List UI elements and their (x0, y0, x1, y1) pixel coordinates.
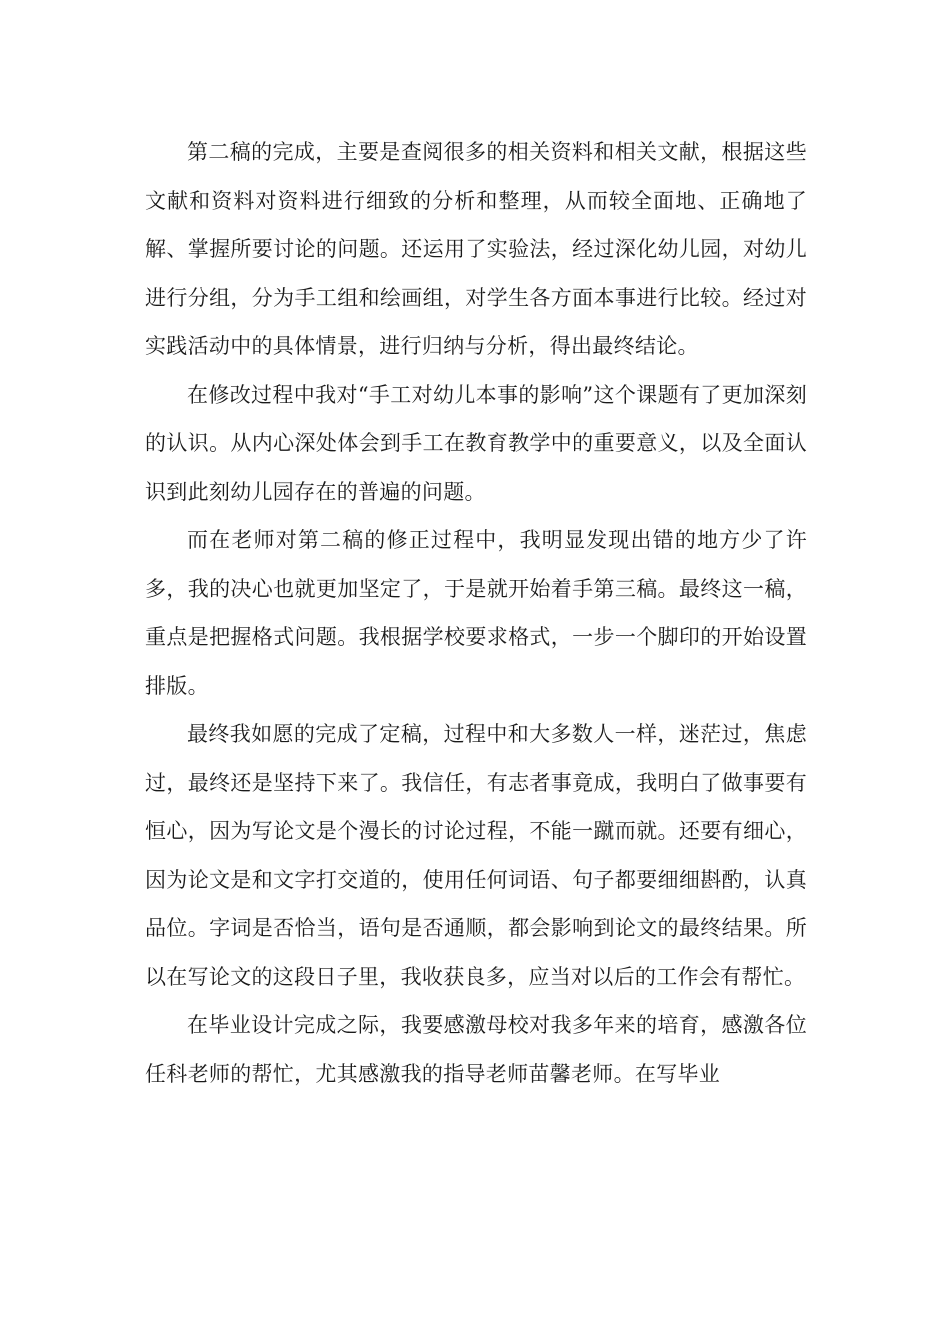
paragraph-acknowledgement: 在毕业设计完成之际，我要感激母校对我多年来的培育，感激各位任科老师的帮忙，尤其感激我的指导老师苗馨老师。在写毕业 (145, 1013, 807, 1086)
document-body (145, 128, 807, 1098)
paragraph-revision-insight: 在修改过程中我对“手工对幼儿本事的影响”这个课题有了更加深刻的认识。从内心深处体会到手工在教育教学中的重要意义，以及全面认识到此刻幼儿园存在的普遍的问题。 (145, 382, 807, 504)
paragraph-second-draft: 第二稿的完成，主要是查阅很多的相关资料和相关文献，根据这些文献和资料对资料进行细致的分析和整理，从而较全面地、正确地了解、掌握所要讨论的问题。还运用了实验法，经过深化幼儿园，对幼儿进行分组，分为手工组和绘画组，对学生各方面本事进行比较。经过对实践活动中的具体情景，进行归纳与分析，得出最终结论。 (145, 140, 807, 358)
paragraph-final-draft: 最终我如愿的完成了定稿，过程中和大多数人一样，迷茫过，焦虑过，最终还是坚持下来了。我信任，有志者事竟成，我明白了做事要有恒心，因为写论文是个漫长的讨论过程，不能一蹴而就。还要有细心，因为论文是和文字打交道的，使用任何词语、句子都要细细斟酌，认真品位。字词是否恰当，语句是否通顺，都会影响到论文的最终结果。所以在写论文的这段日子里，我收获良多，应当对以后的工作会有帮忙。 (145, 722, 807, 989)
paragraph-third-draft: 而在老师对第二稿的修正过程中，我明显发现出错的地方少了许多，我的决心也就更加坚定了，于是就开始着手第三稿。最终这一稿，重点是把握格式问题。我根据学校要求格式，一步一个脚印的开始设置排版。 (145, 528, 807, 698)
